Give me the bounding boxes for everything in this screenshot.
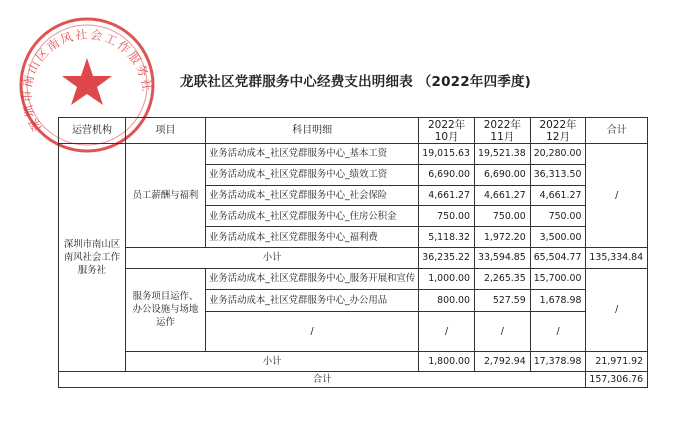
grand-total-label: 合计 <box>59 372 586 388</box>
grand-total-row <box>59 372 648 388</box>
subject-cell: 业务活动成本_社区党群服务中心_基本工资 <box>206 144 419 165</box>
amount-oct-cell: 1,000.00 <box>419 268 475 289</box>
amount-nov-cell: 527.59 <box>474 289 530 311</box>
subtotal-total: 21,971.92 <box>586 351 648 372</box>
subtotal-nov: 2,792.94 <box>474 351 530 372</box>
subtotal-row <box>59 247 648 268</box>
amount-dec-cell: 750.00 <box>530 206 586 227</box>
subtotal-label: 小计 <box>126 247 419 268</box>
amount-oct-cell: 750.00 <box>419 206 475 227</box>
amount-oct-cell: 19,015.63 <box>419 144 475 165</box>
amount-dec-cell: 4,661.27 <box>530 185 586 206</box>
amount-oct-cell: 4,661.27 <box>419 185 475 206</box>
subject-cell: 业务活动成本_社区党群服务中心_福利费 <box>206 227 419 248</box>
subtotal-label: 小计 <box>126 351 419 372</box>
header-item: 项目 <box>126 118 206 144</box>
amount-oct-cell: 5,118.32 <box>419 227 475 248</box>
org-name-cell: 深圳市南山区南风社会工作服务社 <box>59 144 126 372</box>
row-total-cell: / <box>586 268 648 351</box>
subject-cell: 业务活动成本_社区党群服务中心_绩效工资 <box>206 164 419 185</box>
item-cell: 员工薪酬与福利 <box>126 144 206 248</box>
subtotal-oct: 1,800.00 <box>419 351 475 372</box>
header-subject: 科目明细 <box>206 118 419 144</box>
subject-cell: 业务活动成本_社区党群服务中心_办公用品 <box>206 289 419 311</box>
subtotal-nov: 33,594.85 <box>474 247 530 268</box>
amount-nov-cell: 6,690.00 <box>474 164 530 185</box>
subject-cell: 业务活动成本_社区党群服务中心_住房公积金 <box>206 206 419 227</box>
amount-dec-cell: / <box>530 311 586 351</box>
subject-cell: / <box>206 311 419 351</box>
svg-text:深圳市南山区南风社会工作服务社: 深圳市南山区南风社会工作服务社 <box>19 27 155 134</box>
header-nov: 2022年11月 <box>474 118 530 144</box>
subtotal-dec: 17,378.98 <box>530 351 586 372</box>
subject-cell: 业务活动成本_社区党群服务中心_社会保险 <box>206 185 419 206</box>
expense-table <box>58 117 648 388</box>
amount-nov-cell: 750.00 <box>474 206 530 227</box>
header-total: 合计 <box>586 118 648 144</box>
amount-nov-cell: 1,972.20 <box>474 227 530 248</box>
header-org: 运营机构 <box>59 118 126 144</box>
header-row <box>59 118 648 144</box>
page-title: 龙联社区党群服务中心经费支出明细表 （2022年四季度) <box>180 74 532 90</box>
table-row <box>59 268 648 289</box>
table-row <box>59 144 648 165</box>
amount-nov-cell: 2,265.35 <box>474 268 530 289</box>
header-dec: 2022年12月 <box>530 118 586 144</box>
amount-dec-cell: 15,700.00 <box>530 268 586 289</box>
subject-cell: 业务活动成本_社区党群服务中心_服务开展和宣传 <box>206 268 419 289</box>
subtotal-row <box>59 351 648 372</box>
amount-dec-cell: 1,678.98 <box>530 289 586 311</box>
subtotal-dec: 65,504.77 <box>530 247 586 268</box>
amount-dec-cell: 20,280.00 <box>530 144 586 165</box>
item-cell: 服务项目运作、办公设施与场地运作 <box>126 268 206 351</box>
row-total-cell: / <box>586 144 648 248</box>
grand-total-value: 157,306.76 <box>586 372 648 388</box>
header-oct: 2022年10月 <box>419 118 475 144</box>
star-icon <box>62 58 112 105</box>
amount-dec-cell: 3,500.00 <box>530 227 586 248</box>
amount-oct-cell: 6,690.00 <box>419 164 475 185</box>
subtotal-total: 135,334.84 <box>586 247 648 268</box>
amount-nov-cell: 4,661.27 <box>474 185 530 206</box>
amount-nov-cell: 19,521.38 <box>474 144 530 165</box>
amount-oct-cell: 800.00 <box>419 289 475 311</box>
amount-oct-cell: / <box>419 311 475 351</box>
subtotal-oct: 36,235.22 <box>419 247 475 268</box>
amount-dec-cell: 36,313.50 <box>530 164 586 185</box>
amount-nov-cell: / <box>474 311 530 351</box>
